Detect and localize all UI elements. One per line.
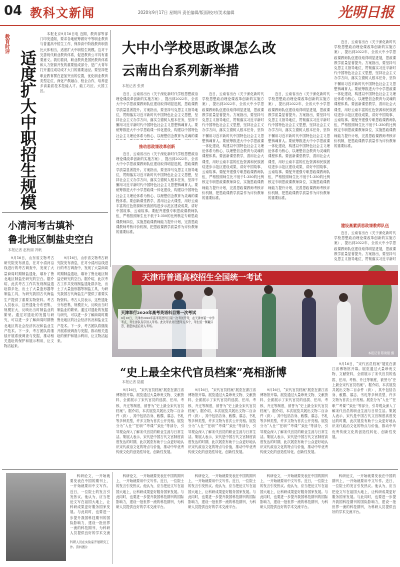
main-article-body-col3: 近日，云南省出台《关于深化新时代学校思想政治理论课改革创新的实施方案》，提出到2022年，全省大中小学思政课教师队伍建设取得明显进展，思政课教学质量显著提升。方案指出，要坚持马克思主义指导地位，贯彻落实习近平新时代中国特色社会主义思想，坚持社会主义办学方向，落实立德树人根本任务，坚持不懈用习近平新时代中国特色社会主义思想铸魂育人。要统筹推进大中小学思政课一体化建设，构建以中国特色社会主义理论体系为核心、以理想信念教育为灵魂的课程体系。要创新课堂教学，善用社会大课堂，用好云南丰富的红色资源和民族团结进步示范区建设成果，讲好中国故事、云南故事。要配齐建强专职思政课教师队伍，严格按照师生比不低于1:350的比例核定专职思政课教师岗位，实施思政课教师能力提升计划，完善思政课教师考核评价机制，把思政课教学质量作为评价教师的重要标准。 (268, 92, 330, 201)
commentary-kicker: 教育时评 (4, 34, 10, 54)
bottom-article-body-col3: 科研论文，一开始就要发表在中国的期刊上，一开始就要用中文写作。近日，一位院士的发言引发热议。他认为，应当把论文写在祖国大地上，让科研成果更好服务国家发展。与此同时，也要进一步提升我国科技期刊的国际影响力，建设一批世界一流的科技期刊，为科研人员提供良好的学术交流平台。 (260, 474, 328, 510)
bottom-divider (112, 472, 113, 564)
main-article-title-line1: 大中小学校思政课怎么改 (122, 41, 276, 57)
history-article-body-col1: 9月16日，“宋代官员档案”展览在浙江省博物馆开幕。展览通过大量珍贵文物、文献资料，全面展示了宋代官员的选拔、任用、考核、升迁等制度，被誉为“史上最全宋代官员档案”。据介绍，本次展览共展出文物二百余件（套），其中包括告身、敕牒、墓志、书札等多种类型，许多文物为首次公开亮相。展览分为“入仕”“任职”“考课”“致仕”等部分，引导观众深入了解宋代官员的职业生涯与日常生活。策展人表示，宋代是中国古代文官制度高度发达的时期，此次展览有助于公众更好地认识宋代政治文化的特点与价值，推动中华优秀传统文化的创造性转化、创新性发展。 (116, 388, 184, 455)
second-article-body-col1: 9月16日，山东省文物考古研究院发布消息，在对小清河沿线进行的考古调查中，发现了大量商周时期制盐遗址，填补了鲁北地区制盐史研究的空白。据介绍，此次考古工作共发现制盐遗址群多处，出土了大量盔形器等制盐工具，为研究我国古代海盐生产提供了重要实物资料。考古人员表示，这些遗址分布密集、规模宏大，反映出当时制盐业的繁荣。通过对遗址的发掘与研究，可以进一步了解商周时期鲁北地区的社会经济状况和盐业生产技术。下一步，考古团队将继续开展系统调查与发掘，推动相关遗址的保护和展示利用，让文物活起来。 (4, 256, 54, 349)
section-title: 教科文新闻 (30, 6, 96, 20)
main-article-subhead-1: 推动思政课改革创新 (139, 144, 175, 149)
history-article-body-col4: 9月16日，“宋代官员档案”展览在浙江省博物馆开幕。展览通过大量珍贵文物、文献资料，全面展示了宋代官员的选拔、任用、考核、升迁等制度，被誉为“史上最全宋代官员档案”。据介绍，本次展览共展出文物二百余件（套），其中包括告身、敕牒、墓志、书札等多种类型，许多文物为首次公开亮相。展览分为“入仕”“任职”“考课”“致仕”等部分，引导观众深入了解宋代官员的职业生涯与日常生活。策展人表示，宋代是中国古代文官制度高度发达的时期，此次展览有助于公众更好地认识宋代政治文化的特点与价值，推动中华优秀传统文化的创造性转化、创新性发展。 (332, 362, 396, 439)
photo-person (302, 297, 316, 357)
photo-caption-body: 9月16日，天津市2020年高考英语科目第一次考试开考，在天津市第一中学考点，考生排队有序进入考场。此次考试共设置考点多个，考生统一佩戴口罩，测量体温后进入考场。 (121, 316, 215, 328)
photo-credit: 本报记者 陈建强 摄 (368, 351, 394, 355)
bottom-article-body-col2: 科研论文，一开始就要发表在中国的期刊上，一开始就要用中文写作。近日，一位院士的发言引发热议。他认为，应当把论文写在祖国大地上，让科研成果更好服务国家发展。与此同时，也要进一步提升我国科技期刊的国际影响力，建设一批世界一流的科技期刊，为科研人员提供良好的学术交流平台。 (188, 474, 256, 510)
photo-caption-title: 天津举行2020年高考英语科目第一次考试 (121, 310, 197, 315)
photo-person-head (264, 285, 273, 294)
second-article-title-line2: 鲁北地区制盐史空白 (8, 235, 94, 246)
photo-caption-box (118, 309, 218, 349)
section-rule (2, 212, 108, 213)
main-article-body-col1: 近日，云南省出台《关于深化新时代学校思想政治理论课改革创新的实施方案》，提出到2022年，全省大中小学思政课教师队伍建设取得明显进展，思政课教学质量显著提升。方案指出，要坚持马克思主义指导地位，贯彻落实习近平新时代中国特色社会主义思想，坚持社会主义办学方向，落实立德树人根本任务，坚持不懈用习近平新时代中国特色社会主义思想铸魂育人。要统筹推进大中小学思政课一体化建设，构建以中国特色社会主义理论体系为核心、以理想信念教育为灵魂的课 (116, 92, 198, 138)
main-article-body-col2: 近日，云南省出台《关于深化新时代学校思想政治理论课改革创新的实施方案》，提出到2022年，全省大中小学思政课教师队伍建设取得明显进展，思政课教学质量显著提升。方案指出，要坚持马克思主义指导地位，贯彻落实习近平新时代中国特色社会主义思想，坚持社会主义办学方向，落实立德树人根本任务，坚持不懈用习近平新时代中国特色社会主义思想铸魂育人。要统筹推进大中小学思政课一体化建设，构建以中国特色社会主义理论体系为核心、以理想信念教育为灵魂的课程体系。要创新课堂教学，善用社会大课堂，用好云南丰富的红色资源和民族团结进步示范区建设成果，讲好中国故事、云南故事。要配齐建强专职思政课教师队伍，严格按照师生比不低于1:350的比例核定专职思政课教师岗位，实施思政课教师能力提升计划，完善思政课教师考核评价机制，把思政课教学质量作为评价教师的重要标准。 (202, 92, 264, 201)
commentary-title: 适度扩大中职招生规模 (18, 50, 37, 210)
main-article-title-line2: 云南出台系列新举措 (122, 64, 240, 79)
page-number: 04 (4, 4, 23, 19)
bottom-article-body-col0: 科研论文，一开始就要发表在中国的期刊上，一开始就要用中文写作。近日，一位院士的发言引发热议。他认为，应当把论文写在祖国大地上，让科研成果更好服务国家发展。与此同时，也要进一步提升我国科技期刊的国际影响力，建设一批世界一流的科技期刊，为科研人员提供良好的学术交流 (70, 474, 110, 536)
main-article-body-col1b: 近日，云南省出台《关于深化新时代学校思想政治理论课改革创新的实施方案》，提出到2022年，全省大中小学思政课教师队伍建设取得明显进展，思政课教学质量显著提升。方案指出，要坚持马克思主义指导地位，贯彻落实习近平新时代中国特色社会主义思想，坚持社会主义办学方向，落实立德树人根本任务，坚持不懈用习近平新时代中国特色社会主义思想铸魂育人。要统筹推进大中小学思政课一体化建设，构建以中国特色社会主义理论体系为核心、以理想信念教育为灵魂的课程体系。要创新课堂教学，善用社会大课堂，用好云南丰富的红色资源和民族团结进步示范区建设成果，讲好中国故事、云南故事。要配齐建强专职思政课教师队伍，严格按照师生比不低于1:350的比例核定专职思政课教师岗位，实施思政课教师能力提升计划，完善思政课教师考核评价机制，把思政课教学质量作为评价教师的重要标准。 (116, 152, 198, 235)
page-header (0, 0, 400, 26)
photo-person-head (204, 287, 213, 296)
photo-person-head (174, 291, 183, 300)
commentary-body: 本报北京9月16日电 近期，教育部等部门印发通知，要求各地统筹做好中等职业教育与普通高中招生工作，保持高中阶段教育职普比大体相当，适度扩大中职招生规模。这对于完善现代职业教育体系，促进教育公平具有重要意义。我们看到，职业教育是国民教育体系和人力资源开发的重要组成部分，是广大青年打开通往成功成才大门的重要途径。要坚持把职业教育摆在更加突出的位置，优化职业教育类型定位，深化产教融合、校企合作，培养更多高素质技术技能人才、能工巧匠、大国工匠。 (40, 32, 108, 94)
bottom-photo (6, 473, 66, 561)
bottom-photo-caption: 科研人员在实验室开展研究工作。资料图片 (70, 540, 110, 549)
dateline: 2020年9月17日 星期四 责任编辑/版面/校对/美术编辑 (138, 10, 235, 15)
second-article-body-col2: 9月16日，山东省文物考古研究院发布消息，在对小清河沿线进行的考古调查中，发现了大量商周时期制盐遗址，填补了鲁北地区制盐史研究的空白。据介绍，此次考古工作共发现制盐遗址群多处，出土了大量盔形器等制盐工具，为研究我国古代海盐生产提供了重要实物资料。考古人员表示，这些遗址分布密集、规模宏大，反映出当时制盐业的繁荣。通过对遗址的发掘与研究，可以进一步了解商周时期鲁北地区的社会经济状况和盐业生产技术。下一步，考古团队将继续开展系统调查与发掘，推动相关遗址的保护和展示利用，让文物活起来。 (57, 256, 108, 344)
history-article-title: “史上最全宋代官员档案”亮相浙博 (120, 366, 287, 379)
photo-person-head (339, 293, 348, 302)
newspaper-brand: 光明日报 (338, 5, 394, 21)
photo-person (337, 301, 351, 357)
main-article-body-col4: 近日，云南省出台《关于深化新时代学校思想政治理论课改革创新的实施方案》，提出到2022年，全省大中小学思政课教师队伍建设取得明显进展，思政课教学质量显著提升。方案指出，要坚持马克思主义指导地位，贯彻落实习近平新时代中国特色社会主义思想，坚持社会主义办学方向，落实立德树人根本任务，坚持不懈用习近平新时代中国特色社会主义思想铸魂育人。要统筹推进大中小学思政课一体化建设，构建以中国特色社会主义理论体系为核心、以理想信念教育为灵魂的课程体系。要创新课堂教学，善用社会大课堂，用好云南丰富的红色资源和民族团结进步示范区建设成果，讲好中国故事、云南故事。要配齐建强专职思政课教师队伍，严格按照师生比不低于1:350的比例核定专职思政课教师岗位，实施思政课教师能力提升计划，完善思政课教师考核评价机制，把思政课教学质量作为评价教师的重要标准。 (334, 40, 396, 149)
main-article-subhead-2: 建设高素质思政课教师队伍 (341, 223, 389, 228)
photo-person (262, 293, 276, 357)
second-article-byline: 本报记者 赵秋丽 冯帆 (8, 248, 42, 252)
second-article-title-line1: 小清河考古填补 (8, 221, 75, 232)
history-article-byline: 本报记者 陆健 (122, 380, 145, 384)
photo-person-head (304, 289, 313, 298)
bottom-rule (2, 469, 398, 470)
bottom-article-body-col1: 科研论文，一开始就要发表在中国的期刊上，一开始就要用中文写作。近日，一位院士的发言引发热议。他认为，应当把论文写在祖国大地上，让科研成果更好服务国家发展。与此同时，也要进一步提升我国科技期刊的国际影响力，建设一批世界一流的科技期刊，为科研人员提供良好的学术交流平台。 (116, 474, 184, 510)
history-article-body-col3: 9月16日，“宋代官员档案”展览在浙江省博物馆开幕。展览通过大量珍贵文物、文献资料，全面展示了宋代官员的选拔、任用、考核、升迁等制度，被誉为“史上最全宋代官员档案”。据介绍，本次展览共展出文物二百余件（套），其中包括告身、敕牒、墓志、书札等多种类型，许多文物为首次公开亮相。展览分为“入仕”“任职”“考课”“致仕”等部分，引导观众深入了解宋代官员的职业生涯与日常生活。策展人表示，宋代是中国古代文官制度高度发达的时期，此次展览有助于公众更好地认识宋代政治文化的特点与价值，推动中华优秀传统文化的创造性转化、创新性发展。 (260, 388, 328, 455)
column-divider (110, 30, 111, 267)
main-article-byline: 本报记者 张勇 (122, 84, 145, 88)
bottom-article-body-col4: 科研论文，一开始就要发表在中国的期刊上，一开始就要用中文写作。近日，一位院士的发言引发热议。他认为，应当把论文写在祖国大地上，让科研成果更好服务国家发展。与此同时，也要进一步提升我国科技期刊的国际影响力，建设一批世界一流的科技期刊，为科研人员提供良好的学术交流平台。 (332, 474, 396, 515)
photo-banner: 天津市普通高校招生全国统一考试 (132, 271, 398, 285)
history-article-body-col2: 9月16日，“宋代官员档案”展览在浙江省博物馆开幕。展览通过大量珍贵文物、文献资料，全面展示了宋代官员的选拔、任用、考核、升迁等制度，被誉为“史上最全宋代官员档案”。据介绍，本次展览共展出文物二百余件（套），其中包括告身、敕牒、墓志、书札等多种类型，许多文物为首次公开亮相。展览分为“入仕”“任职”“考课”“致仕”等部分，引导观众深入了解宋代官员的职业生涯与日常生活。策展人表示，宋代是中国古代文官制度高度发达的时期，此次展览有助于公众更好地认识宋代政治文化的特点与价值，推动中华优秀传统文化的创造性转化、创新性发展。 (188, 388, 256, 455)
main-article-body-col4b: 近日，云南省出台《关于深化新时代学校思想政治理论课改革创新的实施方案》，提出到2022年，全省大中小学思政课教师队伍建设取得明显进展，思政课教学质量显著提升。方案指出，要坚持马克思主义指导地位，贯彻落实习近平新时 (334, 231, 396, 262)
